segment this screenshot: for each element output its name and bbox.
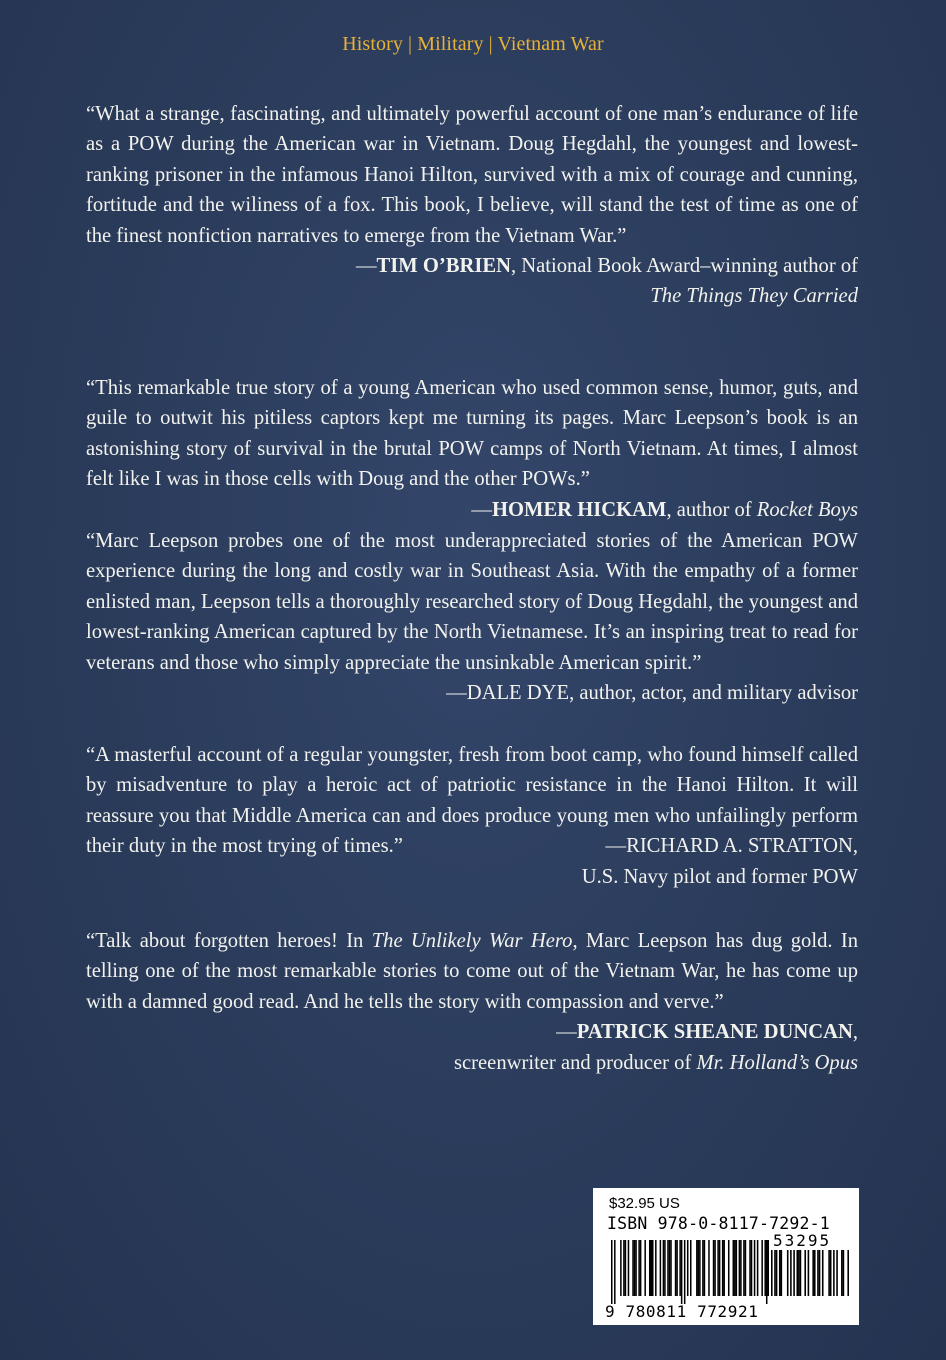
barcode-bar	[723, 1240, 725, 1296]
barcode-bar	[713, 1240, 715, 1296]
blurb-attribution	[86, 251, 858, 281]
barcode-bar	[787, 1250, 789, 1296]
barcode-bar	[704, 1240, 706, 1296]
barcode-bar	[640, 1240, 642, 1296]
attribution-role: ,	[852, 835, 858, 858]
barcode-bar	[708, 1240, 710, 1296]
barcode-bar	[611, 1240, 613, 1304]
barcode-bar	[817, 1250, 819, 1296]
barcode-bar	[836, 1250, 838, 1296]
barcode-bar	[781, 1250, 783, 1296]
blurb-attribution-line2	[86, 1048, 858, 1078]
barcode-bar	[675, 1240, 677, 1296]
blurb-text: “What a strange, fascinating, and ultimately powerful account of one man’s endurance of life as a POW during the American war in Vietnam. Doug Hegdahl, the youngest and lowest-ranking prisoner in the infamous Hanoi Hilton, survived with a mix of courage and cunning, fortitude and the wiliness of a fox. This book, I believe, will stand the test of time as one of the finest nonfiction narratives to emerge from the Vietnam War.”	[86, 103, 858, 247]
blurb-text-post: , Marc Leepson has dug gold. In telling one of the most remarkable stories to come out of the Vietnam War, he has come up with a damned good read. And he tells the story with compassion and verve.”	[86, 930, 858, 1013]
addon-number: 53295	[773, 1231, 832, 1250]
blurb-text	[86, 526, 858, 705]
barcode-bar	[663, 1240, 665, 1296]
barcode-bar	[740, 1240, 742, 1296]
barcode-bar	[745, 1240, 747, 1296]
barcode-bar	[676, 1240, 678, 1296]
blurb-text-body: “Marc Leepson probes one of the most underappreciated stories of the American POW experience during the long and costly war in Southeast Asia. With the empathy of a former enlisted man, Leepson tells a thoroughly researched story of Doug Hegdahl, the youngest and lowest-ranking American captured by the North Vietnamese. It’s an inspiring treat to read for veterans and those who simply appreciate the unsinkable American spirit.”	[86, 530, 858, 674]
barcode-bar	[828, 1250, 830, 1296]
barcode-bar	[767, 1240, 769, 1296]
barcode-bar	[652, 1240, 654, 1296]
barcode-bar	[757, 1240, 759, 1296]
attribution-name: DALE DYE	[466, 682, 570, 705]
blurb-dale-dye	[86, 526, 858, 708]
barcode-bar	[766, 1240, 768, 1304]
barcode-bar	[833, 1250, 835, 1296]
attribution-work: The Things They Carried	[650, 285, 858, 308]
barcode-bar	[699, 1240, 701, 1296]
blurb-richard-stratton	[86, 740, 858, 892]
barcode-bar	[625, 1240, 627, 1296]
barcode-bar	[638, 1240, 640, 1296]
blurb-attribution	[86, 495, 858, 525]
barcode-bar	[843, 1250, 845, 1296]
barcode-bar	[687, 1240, 689, 1296]
barcode-bar	[822, 1250, 824, 1296]
barcode-bar	[830, 1250, 832, 1296]
barcode-bar	[841, 1250, 843, 1296]
barcode-bar	[669, 1240, 671, 1296]
blurb-text: “This remarkable true story of a young American who used common sense, humor, guts, and guile to outwit his pitiless captors kept me turning its pages. Marc Leepson’s book is an astonishing story of survival in the brutal POW camps of North Vietnam. At times, I almost felt like I was in those cells with Doug and the other POWs.”	[86, 377, 858, 491]
barcode-bar	[698, 1240, 700, 1296]
barcode-bar	[736, 1240, 738, 1296]
blurb-attribution-line2	[86, 281, 858, 311]
blurb-text	[86, 740, 858, 862]
ean-barcode	[611, 1240, 769, 1304]
barcode-bar	[679, 1240, 681, 1296]
barcode-bar	[774, 1250, 776, 1296]
barcode-bar	[635, 1240, 637, 1296]
barcode-bar	[804, 1250, 806, 1296]
barcode-bar	[728, 1240, 730, 1296]
price-label: $32.95 US	[609, 1195, 680, 1212]
barcode-bar	[761, 1240, 763, 1296]
barcode-bar	[719, 1240, 721, 1296]
blurb-attribution	[446, 678, 858, 708]
blurb-tim-obrien	[86, 99, 858, 312]
attribution-role: , National Book Award–winning author of	[510, 255, 858, 278]
blurb-text-pre: “Talk about forgotten heroes! In	[86, 930, 372, 952]
blurb-homer-hickam	[86, 373, 858, 525]
barcode-bar	[771, 1250, 773, 1296]
barcode-bar	[655, 1240, 657, 1296]
barcode-bar	[670, 1240, 672, 1296]
barcode-bar	[702, 1240, 704, 1296]
category-line: History | Military | Vietnam War	[342, 33, 604, 55]
barcode-bar	[812, 1250, 814, 1296]
attribution-dash: —	[355, 255, 377, 278]
ean-number: 9 780811 772921	[605, 1302, 759, 1321]
attribution-role-line2: screenwriter and producer of	[454, 1051, 697, 1074]
blurb-text	[86, 926, 858, 1017]
attribution-name: HOMER HICKAM	[491, 498, 667, 521]
attribution-dash: —	[556, 1021, 577, 1044]
blurb-attribution	[86, 1017, 858, 1047]
attribution-name: TIM O’BRIEN	[376, 255, 511, 278]
barcode-bar	[751, 1240, 753, 1296]
barcode-bar	[790, 1250, 792, 1296]
blurb-text-body: “A masterful account of a regular youngster, fresh from boot camp, who found himself called by misadventure to play a heroic act of patriotic resistance in the Hanoi Hilton. It will reassure you that Middle America can and does produce young men who unfailingly perform their duty in the most trying of times.”	[86, 744, 858, 858]
barcode-bar	[754, 1240, 756, 1296]
barcode-bar	[623, 1240, 625, 1296]
blurb-book-title: The Unlikely War Hero	[371, 930, 573, 952]
barcode-box	[593, 1188, 859, 1325]
barcode-bar	[628, 1240, 630, 1296]
blurb-attribution-line2: U.S. Navy pilot and former POW	[581, 865, 858, 888]
attribution-name: RICHARD A. STRATTON	[626, 835, 853, 858]
attribution-name: PATRICK SHEANE DUNCAN	[576, 1021, 853, 1044]
attribution-work: Mr. Holland’s Opus	[696, 1051, 858, 1074]
barcode-bar	[749, 1240, 751, 1296]
barcode-bar	[743, 1240, 745, 1296]
barcode-bar	[696, 1240, 698, 1296]
barcode-bar	[634, 1240, 636, 1296]
barcode-bar	[733, 1240, 735, 1296]
barcode-bar	[714, 1240, 716, 1296]
barcode-bar	[796, 1250, 798, 1296]
barcode-bar	[660, 1240, 662, 1296]
attribution-role: , author of	[666, 498, 757, 521]
barcode-bar	[614, 1240, 616, 1304]
barcode-bar	[667, 1240, 669, 1296]
barcode-bar	[776, 1250, 778, 1296]
barcode-bar	[847, 1250, 849, 1296]
attribution-work: Rocket Boys	[756, 498, 858, 521]
barcode-bar	[734, 1240, 736, 1296]
barcode-bar	[764, 1240, 766, 1296]
barcode-bar	[681, 1240, 683, 1304]
barcode-bar	[779, 1250, 781, 1296]
barcode-bar	[819, 1250, 821, 1296]
attribution-dash: —	[446, 682, 467, 705]
barcode-bar	[717, 1240, 719, 1296]
barcode-bar	[800, 1250, 802, 1296]
barcode-bar	[649, 1240, 651, 1296]
barcode-bar	[808, 1250, 810, 1296]
addon-barcode	[771, 1250, 849, 1304]
isbn-label: ISBN 978-0-8117-7292-1	[607, 1214, 830, 1233]
attribution-dash: —	[471, 498, 492, 521]
barcode-bar	[632, 1240, 634, 1296]
blurb-patrick-sheane-duncan	[86, 926, 858, 1078]
blurb-attribution	[605, 831, 858, 861]
barcode-bar	[793, 1250, 795, 1296]
attribution-role: , author, actor, and military advisor	[569, 682, 858, 705]
barcode-bar	[722, 1240, 724, 1296]
barcode-bar	[814, 1250, 816, 1296]
attribution-role: ,	[852, 1021, 858, 1044]
barcode-bar	[664, 1240, 666, 1296]
barcode-bar	[620, 1240, 622, 1296]
barcode-bar	[651, 1240, 653, 1296]
barcode-bar	[644, 1240, 646, 1296]
barcode-bar	[684, 1240, 686, 1304]
barcode-bar	[690, 1240, 692, 1296]
barcode-bar	[739, 1240, 741, 1296]
attribution-dash: —	[605, 835, 627, 858]
barcode-bar	[798, 1250, 800, 1296]
